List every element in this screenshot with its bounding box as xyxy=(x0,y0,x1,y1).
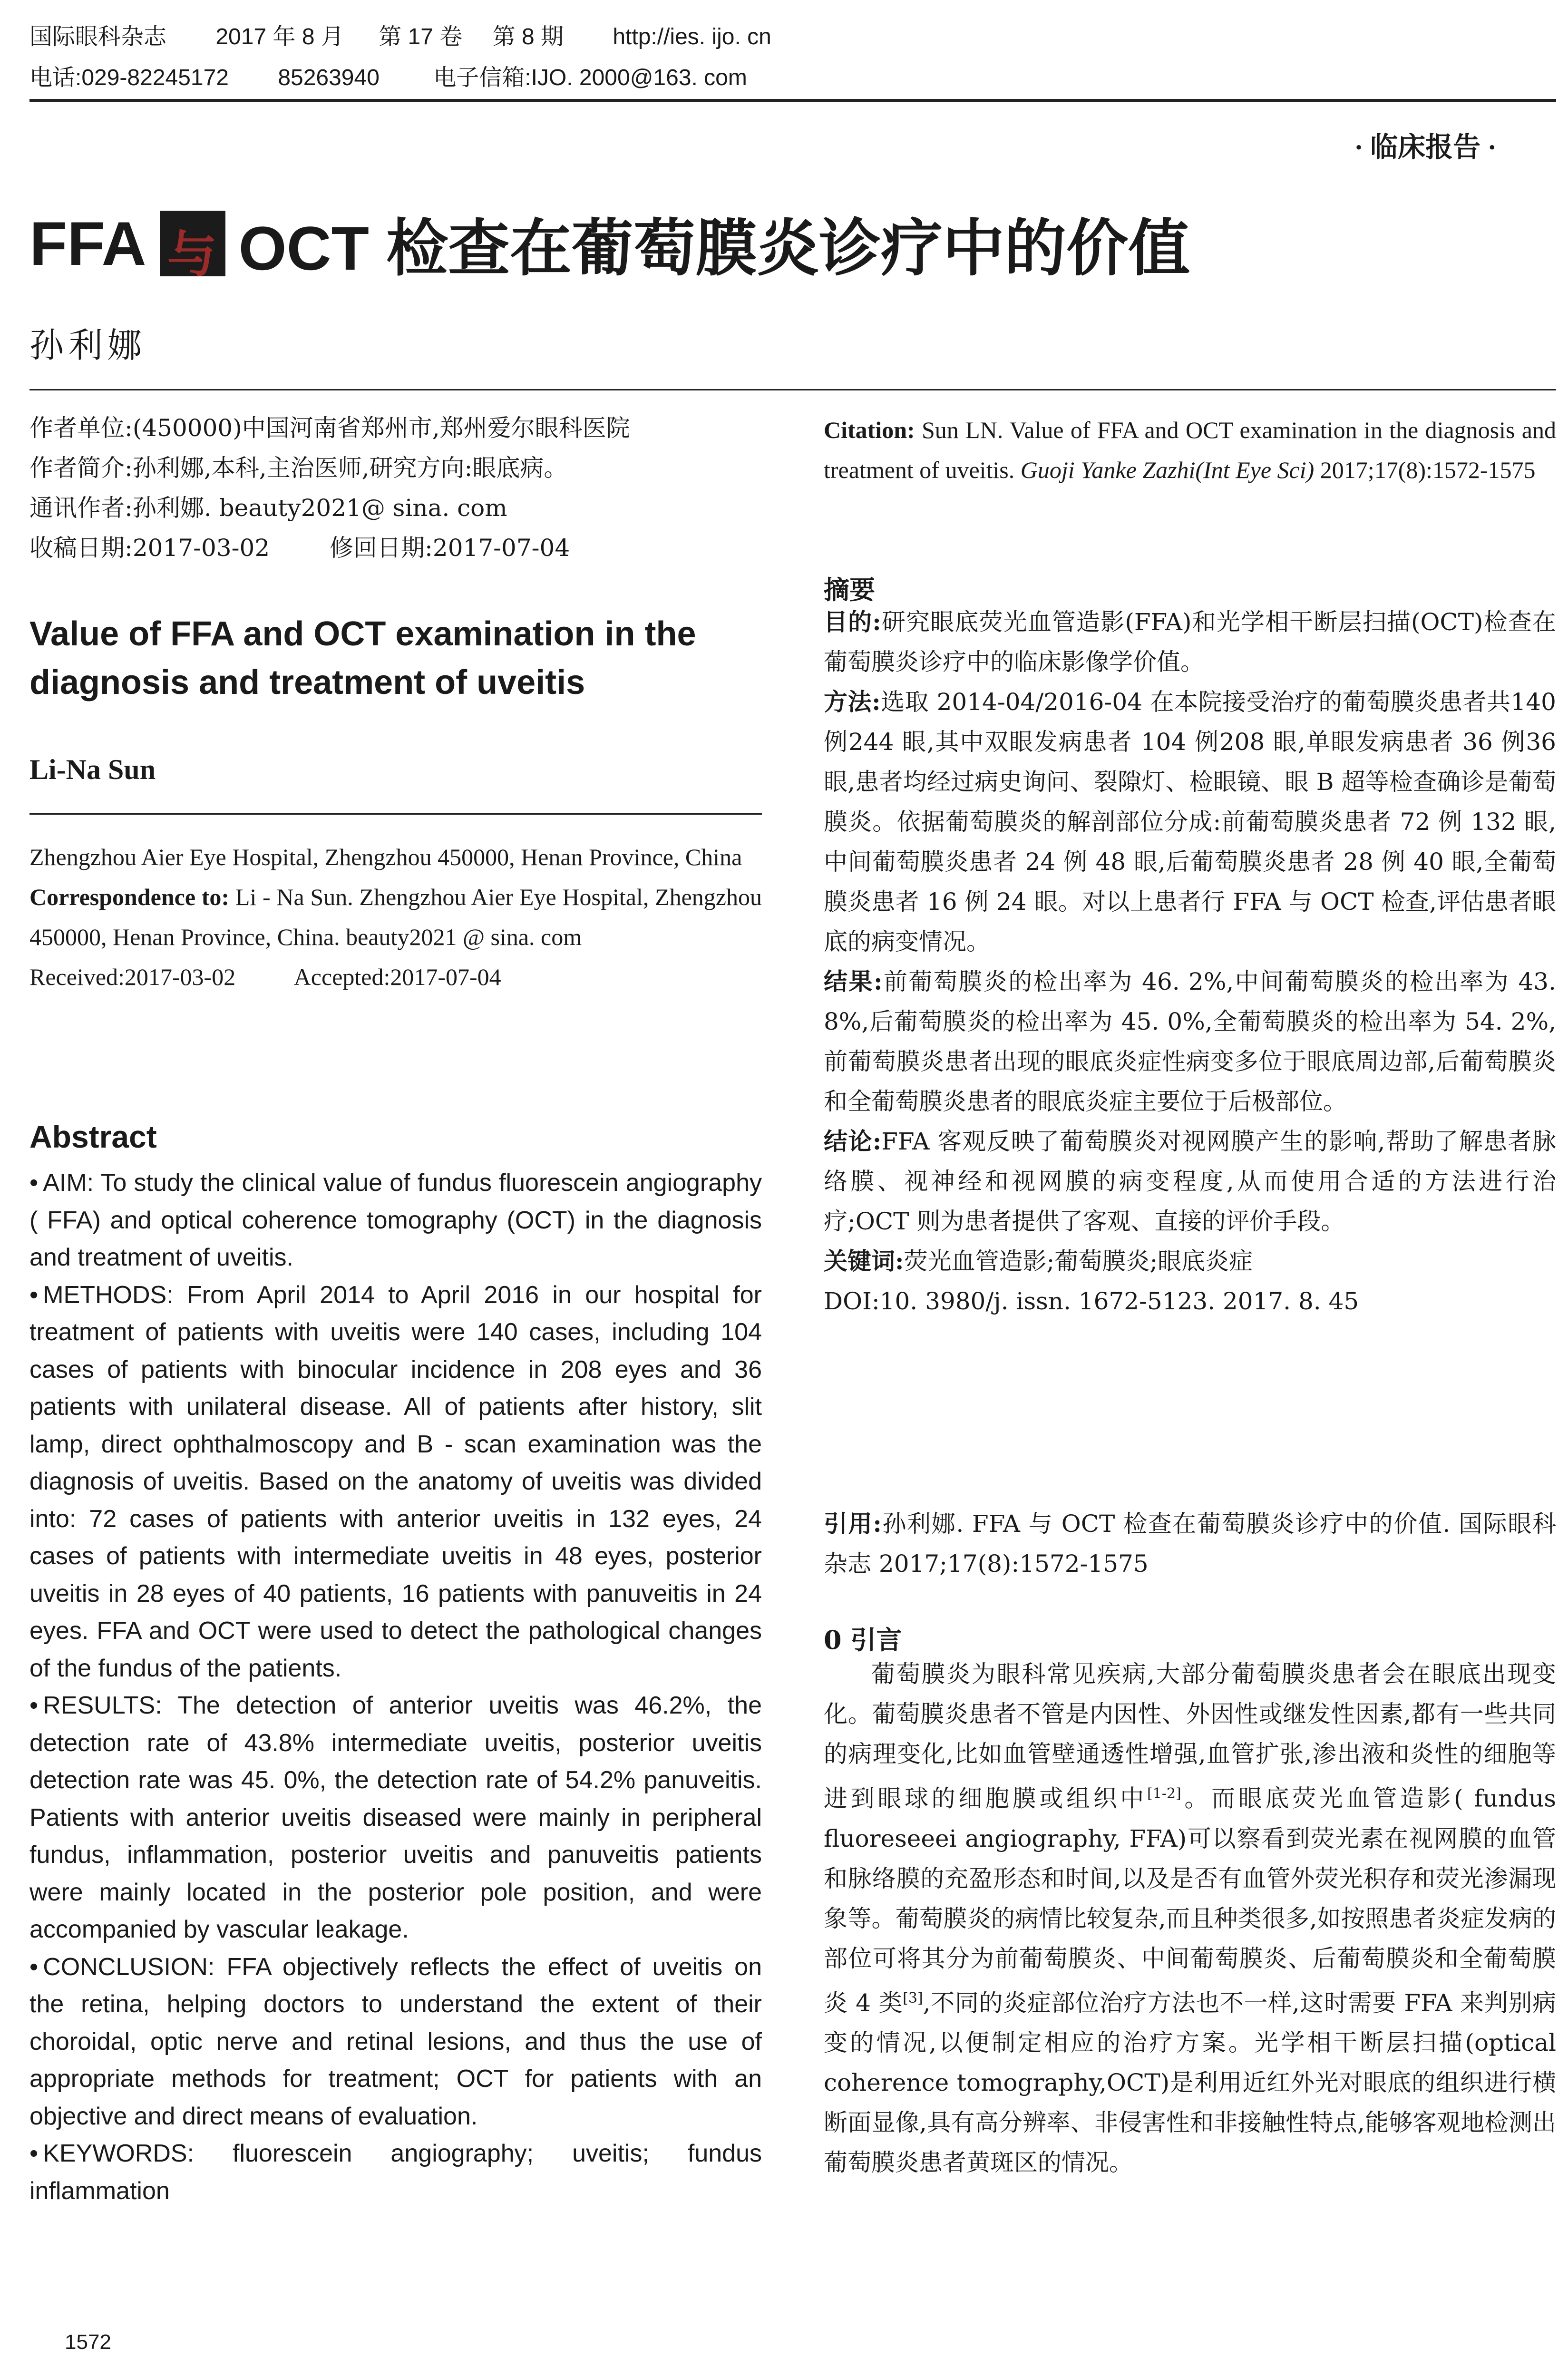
bullet-icon: • xyxy=(29,1953,39,1981)
cite-cn-text: 孙利娜. FFA 与 OCT 检查在葡萄膜炎诊疗中的价值. 国际眼科杂志 2017;17(8):1572-1575 xyxy=(824,1510,1556,1578)
bullet-icon: • xyxy=(29,1692,39,1719)
received-date: 收稿日期:2017-03-02 xyxy=(29,534,270,562)
zh-keywords-text: 荧光血管造影;葡萄膜炎;眼底炎症 xyxy=(904,1247,1253,1275)
abstract-methods xyxy=(29,1276,762,1687)
doi[interactable]: DOI:10. 3980/j. issn. 1672-5123. 2017. 8. 45 xyxy=(824,1287,1359,1315)
journal-url[interactable]: http://ies. ijo. cn xyxy=(613,24,771,49)
english-author: Li-Na Sun xyxy=(29,754,156,785)
english-title: Value of FFA and OCT examination in the diagnosis and treatment of uveitis xyxy=(29,615,696,701)
abstract-results-text: RESULTS: The detection of anterior uveitis was 46.2%, the detection rate of 43.8% intermediate uveitis, posterior uveitis detection rate was 45. 0%, the detection rate of 54.2% panuveitis. Patients with anterior uveitis diseased were mainly in peripheral fundus, inflammation, posterior uveitis and panuveitis patients were mainly located in the posterior pole position, and were accompanied by vascular leakage. xyxy=(29,1692,762,1943)
header-rule xyxy=(29,99,1556,102)
zh-conclusion-text: FFA 客观反映了葡萄膜炎对视网膜产生的影响,帮助了解患者脉络膜、视神经和视网膜的病变程度,从而使用合适的方法进行治疗;OCT 则为患者提供了客观、直接的评价手段。 xyxy=(824,1128,1556,1235)
zh-abstract xyxy=(824,602,1556,1321)
zh-aim-text: 研究眼底荧光血管造影(FFA)和光学相干断层扫描(OCT)检查在葡萄膜炎诊疗中的临床影像学价值。 xyxy=(824,608,1556,676)
zh-conclusion xyxy=(824,1121,1556,1241)
abstract-aim xyxy=(29,1164,762,1276)
zh-results-label: 结果: xyxy=(824,967,883,995)
issue: 第 8 期 xyxy=(492,24,564,49)
intro-paragraph xyxy=(824,1654,1556,2182)
author-unit: 作者单位:(450000)中国河南省郑州市,郑州爱尔眼科医院 xyxy=(29,414,630,442)
citation xyxy=(824,410,1556,490)
intro-heading: 0 引言 xyxy=(824,1625,902,1655)
author-bio: 作者简介:孙利娜,本科,主治医师,研究方向:眼底病。 xyxy=(29,454,568,482)
journal-header-line2 xyxy=(29,64,747,92)
abstract-methods-text: METHODS: From April 2014 to April 2016 in our hospital for treatment of patients with uveitis were 140 cases, including 104 cases of patients with binocular incidence in 208 eyes and 36 patients with unilateral disease. All of patients after history, slit lamp, direct ophthalmoscopy and B - scan examination was the diagnosis of uveitis. Based on the anatomy of uveitis was divided into: 72 cases of patients with anterior uveitis in 132 eyes, 24 cases of patients with intermediate uveitis in 48 eyes, posterior uveitis in 28 eyes of 40 patients, 16 patients with panuveitis in 24 eyes. FFA and OCT were used to detect the pathological changes of the fundus of the patients. xyxy=(29,1281,762,1682)
zh-methods xyxy=(824,682,1556,962)
abstract-conclusion xyxy=(29,1948,762,2135)
intro-ref-1[interactable]: [1-2] xyxy=(1147,1785,1181,1802)
corresponding-author: 通讯作者:孙利娜. beauty2021@ sina. com xyxy=(29,494,507,522)
abstract-aim-text: AIM: To study the clinical value of fundus fluorescein angiography ( FFA) and optical coherence tomography (OCT) in the diagnosis and treatment of uveitis. xyxy=(29,1169,762,1271)
english-affiliation: Zhengzhou Aier Eye Hospital, Zhengzhou 450000, Henan Province, China xyxy=(29,844,742,870)
title-and-logo-icon xyxy=(160,211,225,276)
intro-body xyxy=(824,1654,1556,2182)
zh-results xyxy=(824,962,1556,1121)
revised-date: 修回日期:2017-07-04 xyxy=(330,534,570,562)
english-received: Received:2017-03-02 xyxy=(29,964,236,990)
citation-label: Citation: xyxy=(824,417,915,443)
zh-methods-text: 选取 2014-04/2016-04 在本院接受治疗的葡萄膜炎患者共140 例244 眼,其中双眼发病患者 104 例208 眼,单眼发病患者 36 例36 眼,患者均经过病史询问、裂隙灯、检眼镜、眼 B 超等检查确诊是葡萄膜炎。依据葡萄膜炎的解剖部位分成:前葡萄膜炎患者 72 例 132 眼,中间葡萄膜炎患者 24 例 48 眼,后葡萄膜炎患者 28 例 40 眼,全葡萄膜炎患者 16 例 24 眼。对以上患者行 FFA 与 OCT 检查,评估患者眼底的病变情况。 xyxy=(824,688,1556,955)
english-abstract xyxy=(29,1164,762,2210)
abstract-keywords-text: KEYWORDS: fluorescein angiography; uveitis; fundus inflammation xyxy=(29,2140,762,2205)
paper-title xyxy=(29,199,1190,288)
cite-cn-label: 引用: xyxy=(824,1510,882,1538)
journal-header-line1 xyxy=(29,23,771,51)
author-info xyxy=(29,408,762,568)
title-part-1: FFA xyxy=(29,208,146,278)
title-rule xyxy=(29,389,1556,390)
intro-text-2: 。而眼底荧光血管造影( fundus fluoreseeei angiography, FFA)可以察看到荧光素在视网膜的血管和脉络膜的充盈形态和时间,以及是否有血管外荧光积存和荧光渗漏现象等。葡萄膜炎的病情比较复杂,而且种类很多,如按照患者炎症发病的部位可将其分为前葡萄膜炎、中间葡萄膜炎、后葡萄膜炎和全葡萄膜炎 4 类 xyxy=(824,1784,1556,2017)
correspondence-text: Li - Na Sun. Zhengzhou Aier Eye Hospital, Zhengzhou 450000, Henan Province, China. beauty2021 @ sina. com xyxy=(29,884,762,950)
zh-keywords xyxy=(824,1241,1556,1281)
phone-2: 85263940 xyxy=(278,65,380,90)
english-correspondence xyxy=(29,877,762,957)
zh-aim-label: 目的: xyxy=(824,608,881,636)
zh-conclusion-label: 结论: xyxy=(824,1127,882,1155)
abstract-keywords xyxy=(29,2135,762,2210)
citation-text: Sun LN. Value of FFA and OCT examination in the diagnosis and treatment of uveitis. xyxy=(824,417,1557,483)
bullet-icon: • xyxy=(29,2140,39,2167)
phone: 电话:029-82245172 xyxy=(29,65,229,90)
english-affiliation-block xyxy=(29,837,762,997)
abstract-conclusion-text: CONCLUSION: FFA objectively reflects the effect of uveitis on the retina, helping doctors to understand the extent of their choroidal, optic nerve and retinal lesions, and thus the use of appropriate methods for treatment; OCT for patients with an objective and direct means of evaluation. xyxy=(29,1953,762,2130)
author-cn: 孙利娜 xyxy=(29,325,147,365)
section-label: · 临床报告 · xyxy=(1354,132,1497,163)
english-accepted: Accepted:2017-07-04 xyxy=(293,964,501,990)
zh-keywords-label: 关键词: xyxy=(824,1247,904,1275)
abstract-heading: Abstract xyxy=(29,1119,157,1154)
journal-name: 国际眼科杂志 xyxy=(29,24,167,49)
english-author-rule xyxy=(29,813,762,815)
intro-text-3: ,不同的炎症部位治疗方法也不一样,这时需要 FFA 来判别病变的情况,以便制定相应的治疗方案。光学相干断层扫描(optical coherence tomography,OCT)是利用近红外光对眼底的组织进行横断面显像,具有高分辨率、非侵害性和非接触性特点,能够客观地检测出葡萄膜炎患者黄斑区的情况。 xyxy=(824,1989,1556,2177)
intro-text-1: 葡萄膜炎为眼科常见疾病,大部分葡萄膜炎患者会在眼底出现变化。葡萄膜炎患者不管是内因性、外因性或继发性因素,都有一些共同的病理变化,比如血管壁通透性增强,血管扩张,渗出液和炎性的细胞等进到眼球的细胞膜或组织中 xyxy=(824,1660,1556,1812)
zh-results-text: 前葡萄膜炎的检出率为 46. 2%,中间葡萄膜炎的检出率为 43. 8%,后葡萄膜炎的检出率为 45. 0%,全葡萄膜炎的检出率为 54. 2%,前葡萄膜炎患者出现的眼底炎症性病变多位于眼底周边部,后葡萄膜炎和全葡萄膜炎患者的眼底炎症主要位于后极部位。 xyxy=(824,968,1556,1115)
bullet-icon: • xyxy=(29,1169,39,1197)
citation-tail: 2017;17(8):1572-1575 xyxy=(1320,457,1536,483)
english-dates xyxy=(29,957,762,997)
bullet-icon: • xyxy=(29,1281,39,1309)
abstract-results xyxy=(29,1687,762,1948)
page-number: 1572 xyxy=(65,2330,111,2354)
title-part-2: OCT 检查在葡萄膜炎诊疗中的价值 xyxy=(238,214,1190,283)
zh-methods-label: 方法: xyxy=(824,688,881,716)
volume: 第 17 卷 xyxy=(379,24,463,49)
citation-journal: Guoji Yanke Zazhi(Int Eye Sci) xyxy=(1020,457,1315,483)
correspondence-label: Correspondence to: xyxy=(29,884,230,910)
zh-abstract-heading: 摘要 xyxy=(824,575,875,605)
dates xyxy=(29,528,762,568)
cite-cn xyxy=(824,1504,1556,1584)
zh-aim xyxy=(824,602,1556,682)
email[interactable]: 电子信箱:IJO. 2000@163. com xyxy=(433,65,747,90)
intro-ref-2[interactable]: [3] xyxy=(903,1989,923,2007)
issue-date: 2017 年 8 月 xyxy=(215,24,344,49)
